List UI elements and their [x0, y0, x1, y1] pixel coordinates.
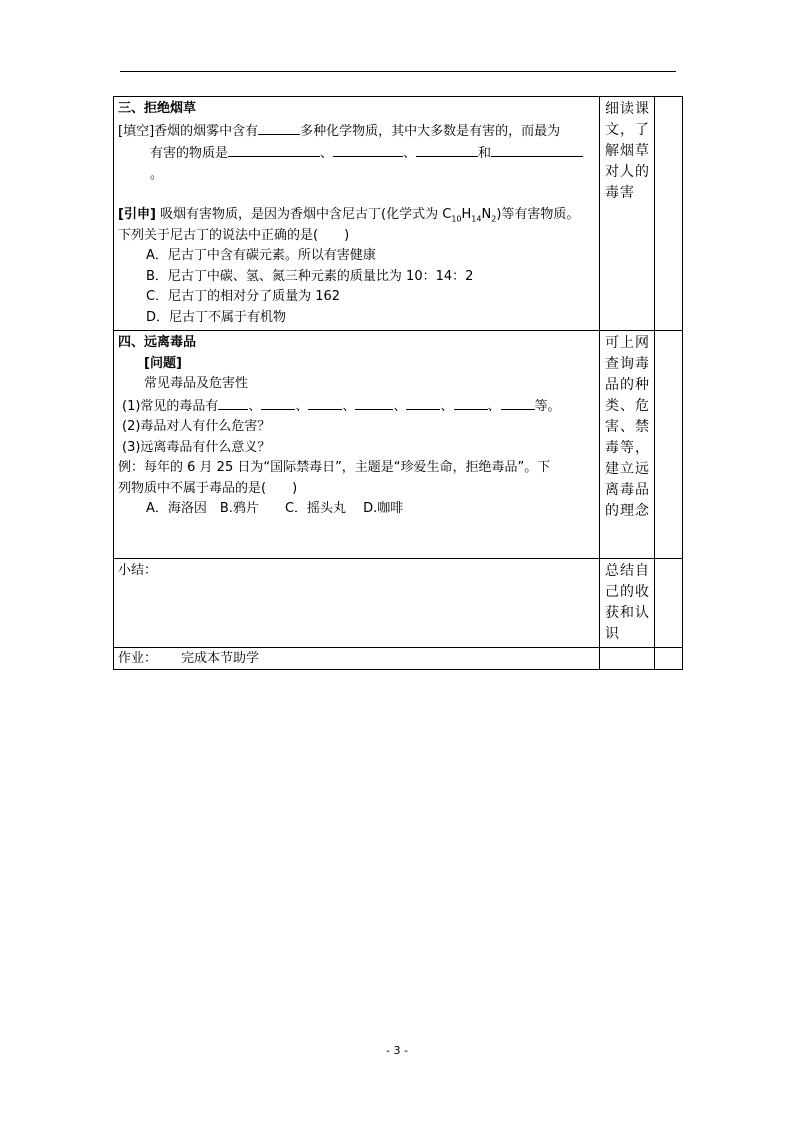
fill-blank-3[interactable]: [416, 142, 478, 157]
drug-blank-5[interactable]: [406, 395, 440, 410]
q1-end: 等。: [534, 398, 561, 414]
option-b: B．尼古丁中碳、氢、氮三种元素的质量比为 10：14：2: [146, 268, 474, 284]
smoking-side-note: [600, 97, 655, 331]
separator: 、: [320, 146, 334, 161]
fill-text2: 多种化学物质，其中大多数是有害的，而最为: [300, 123, 561, 139]
separator: 、: [403, 146, 417, 161]
option-d: D．尼古丁不属于有机物: [146, 309, 287, 325]
q1-text: (1)常见的毒品有: [122, 398, 219, 414]
option-a: A．尼古丁中含有碳元素。所以有害健康: [146, 248, 376, 263]
drug-blank-7[interactable]: [501, 395, 535, 410]
drug-blank-2[interactable]: [261, 395, 295, 410]
drugs-side-note: [600, 331, 655, 559]
fill-blank-1[interactable]: [228, 142, 320, 157]
smoking-lead-line: [118, 205, 595, 226]
fill-tag: [填空]: [118, 123, 155, 139]
smoking-empty-cell: [655, 97, 683, 331]
smoking-fill-line1: [118, 120, 595, 143]
drugs-title: 四、远离毒品: [118, 335, 197, 350]
drug-blank-6[interactable]: [454, 395, 488, 410]
drugs-q3: (3)远离毒品有什么意义？: [122, 439, 271, 455]
formula-sub-n: 2: [491, 214, 497, 224]
lead-tag: [引申]: [118, 207, 156, 222]
and-word: 和: [478, 146, 492, 161]
separator: 、: [342, 398, 356, 414]
drug-blank-3[interactable]: [308, 395, 342, 410]
drugs-side-text: 可上网查询毒品的种类、危害、禁毒等，建立远离毒品的理念: [605, 335, 650, 519]
summary-content: [114, 559, 600, 648]
summary-empty-cell: [655, 559, 683, 648]
drugs-example-line1: 例：每年的 6 月 25 日为“国际禁毒日”，主题是“珍爱生命，拒绝毒品”。下: [118, 460, 551, 475]
summary-label: 小结：: [118, 563, 158, 578]
drug-blank-1[interactable]: [218, 395, 248, 410]
page-number: - 3 -: [386, 1044, 408, 1057]
separator: 、: [295, 398, 309, 414]
homework-empty-cell: [655, 648, 683, 670]
separator: 、: [440, 398, 454, 414]
problem-tag: [问题]: [144, 355, 182, 371]
fill-blank-2[interactable]: [333, 142, 403, 157]
formula-h: H: [461, 207, 472, 222]
fill-text1: 香烟的烟雾中含有: [154, 123, 259, 139]
homework-side-cell: [600, 648, 655, 670]
smoking-title: 三、拒绝烟草: [118, 101, 197, 116]
lead-text-b: )等有害物质。: [496, 207, 580, 222]
drugs-subtitle: 常见毒品及危害性: [144, 376, 249, 391]
summary-side-text: 总结自己的收获和认识: [605, 563, 650, 642]
drugs-q1: [118, 395, 595, 418]
drugs-options: A．海洛因 B.鸦片 C．摇头丸 D.咖啡: [146, 501, 404, 516]
period: 。: [150, 166, 164, 182]
drug-blank-4[interactable]: [355, 395, 393, 410]
formula-sub-h: 14: [471, 214, 482, 224]
smoking-side-text: 细读课文，了解烟草对人的毒害: [605, 101, 650, 201]
smoking-content: [114, 97, 600, 331]
row-drugs: [114, 331, 683, 559]
fill-text3: 有害的物质是: [150, 146, 229, 161]
smoking-question: 下列关于尼古丁的说法中正确的是( ): [118, 227, 350, 243]
header-rule: [120, 71, 676, 72]
option-c: C．尼古丁的相对分了质量为 162: [146, 289, 341, 304]
summary-side-note: [600, 559, 655, 648]
homework-text: 完成本节助学: [181, 651, 260, 666]
drugs-content: [114, 331, 600, 559]
row-homework: [114, 648, 683, 670]
fill-blank-count[interactable]: [258, 120, 300, 135]
separator: 、: [248, 398, 262, 414]
separator: 、: [487, 398, 501, 414]
row-smoking: [114, 97, 683, 331]
drugs-example-line2: 列物质中不属于毒品的是( ): [118, 480, 298, 496]
homework-label: 作业：: [118, 651, 158, 666]
homework-content: [114, 648, 600, 670]
fill-blank-4[interactable]: [491, 142, 583, 157]
drugs-empty-cell: [655, 331, 683, 559]
formula-sub-c: 10: [451, 214, 462, 224]
lesson-table: [113, 96, 683, 670]
separator: 、: [393, 398, 407, 414]
row-summary: [114, 559, 683, 648]
lead-text-a: 吸烟有害物质，是因为香烟中含尼古丁(化学式为 C: [160, 207, 452, 222]
formula-n: N: [481, 207, 492, 222]
smoking-fill-line2: [118, 142, 595, 185]
drugs-q2: (2)毒品对人有什么危害？: [122, 419, 271, 434]
